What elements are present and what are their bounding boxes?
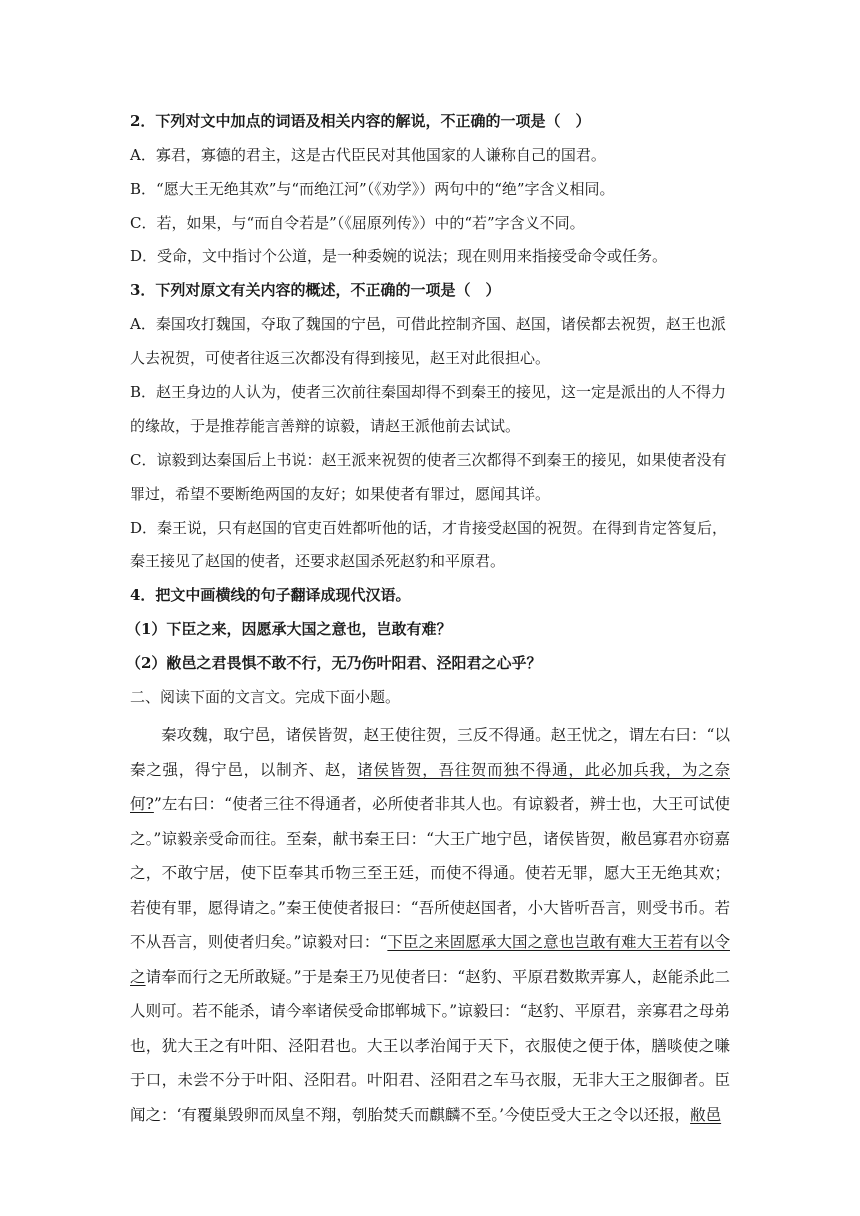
classical-chinese-passage bbox=[130, 718, 730, 1132]
passage-text-2: ”左右曰：“使者三往不得通者，必所使者非其人也。有谅毅者，辨士也，大王可试使之。”谅毅亲受命而往。至秦，献书秦王曰：“大王广地宁邑，诸侯皆贺，敝邑寡君亦窃嘉之，不敢宁居，使下臣奉其币物三至王廷，而使不得通。使若无罪，愿大王无绝其欢；若使有罪，愿得请之。”秦王使使者报曰：“吾所使赵国者，小大皆听吾言，则受书币。若不从吾言，则使者归矣。”谅毅对曰：“ bbox=[130, 795, 730, 951]
question-4-sentence-2: （2）敝邑之君畏惧不敢不行，无乃伤叶阳君、泾阳君之心乎？ bbox=[126, 654, 542, 672]
question-3-option-c-line1: C．谅毅到达秦国后上书说：赵王派来祝贺的使者三次都得不到秦王的接见，如果使者没有 bbox=[130, 451, 727, 469]
underlined-sentence-1: 诸侯皆贺，吾往贺而独不得通，此必加兵我，为之奈何? bbox=[130, 760, 730, 813]
section-2-heading: 二、阅读下面的文言文。完成下面小题。 bbox=[130, 688, 401, 706]
question-3-option-d-line2: 秦王接见了赵国的使者，还要求赵国杀死赵豹和平原君。 bbox=[130, 552, 506, 570]
underlined-sentence-2: 下臣之来固愿承大国之意也岂敢有难大王若有以令之 bbox=[130, 933, 730, 986]
question-3-option-d-line1: D．秦王说，只有赵国的官吏百姓都听他的话，才肯接受赵国的祝贺。在得到肯定答复后， bbox=[130, 519, 728, 537]
question-3-option-b-line1: B．赵王身边的人认为，使者三次前往秦国却得不到秦王的接见，这一定是派出的人不得力 bbox=[130, 383, 727, 401]
question-2-option-a: A．寡君，寡德的君主，这是古代臣民对其他国家的人谦称自己的国君。 bbox=[130, 146, 606, 164]
underlined-sentence-3: 敝邑 bbox=[690, 1105, 722, 1124]
question-2-stem: 2．下列对文中加点的词语及相关内容的解说，不正确的一项是（ ） bbox=[130, 112, 591, 130]
passage-text-3: 请奉而行之无所敢疑。”于是秦王乃见使者曰：“赵豹、平原君数欺弄寡人，赵能杀此二人则可。若不能杀，请今率诸侯受命邯郸城下。”谅毅曰：“赵豹、平原君，亲寡君之母弟也，犹大王之有叶阳、泾阳君也。大王以孝治闻于天下，衣服使之便于体，膳啖使之嗛于口，未尝不分于叶阳、泾阳君。叶阳君、泾阳君之车马衣服，无非大王之服御者。臣闻之：‘有覆巢毁卵而凤皇不翔，刳胎焚夭而麒麟不至。’今使臣受大王之令以还报， bbox=[130, 967, 730, 1124]
question-3-stem: 3．下列对原文有关内容的概述，不正确的一项是（ ） bbox=[130, 281, 501, 299]
question-3-option-c-line2: 罪过，希望不要断绝两国的友好；如果使者有罪过，愿闻其详。 bbox=[130, 485, 551, 503]
question-2-option-b: B．“愿大王无绝其欢”与“而绝江河”（《劝学》）两句中的“绝”字含义相同。 bbox=[130, 180, 615, 198]
question-4-sentence-1: （1）下臣之来，因愿承大国之意也，岂敢有难？ bbox=[126, 620, 452, 638]
question-4-stem: 4．把文中画横线的句子翻译成现代汉语。 bbox=[130, 586, 411, 604]
question-3-option-a-line1: A．秦国攻打魏国，夺取了魏国的宁邑，可借此控制齐国、赵国，诸侯都去祝贺，赵王也派 bbox=[130, 315, 726, 333]
question-2-option-d: D．受命，文中指讨个公道，是一种委婉的说法；现在则用来指接受命令或任务。 bbox=[130, 247, 668, 265]
question-2-option-c: C．若，如果，与“而自令若是”（《屈原列传》）中的“若”字含义不同。 bbox=[130, 214, 585, 232]
question-3-option-a-line2: 人去祝贺，可使者往返三次都没有得到接见，赵王对此很担心。 bbox=[130, 349, 551, 367]
question-3-option-b-line2: 的缘故，于是推荐能言善辩的谅毅，请赵王派他前去试试。 bbox=[130, 417, 521, 435]
passage-text-1: 秦攻魏，取宁邑，诸侯皆贺，赵王使往贺，三反不得通。赵王忧之，谓左右曰：“以秦之强，得宁邑，以制齐、赵， bbox=[130, 726, 730, 779]
